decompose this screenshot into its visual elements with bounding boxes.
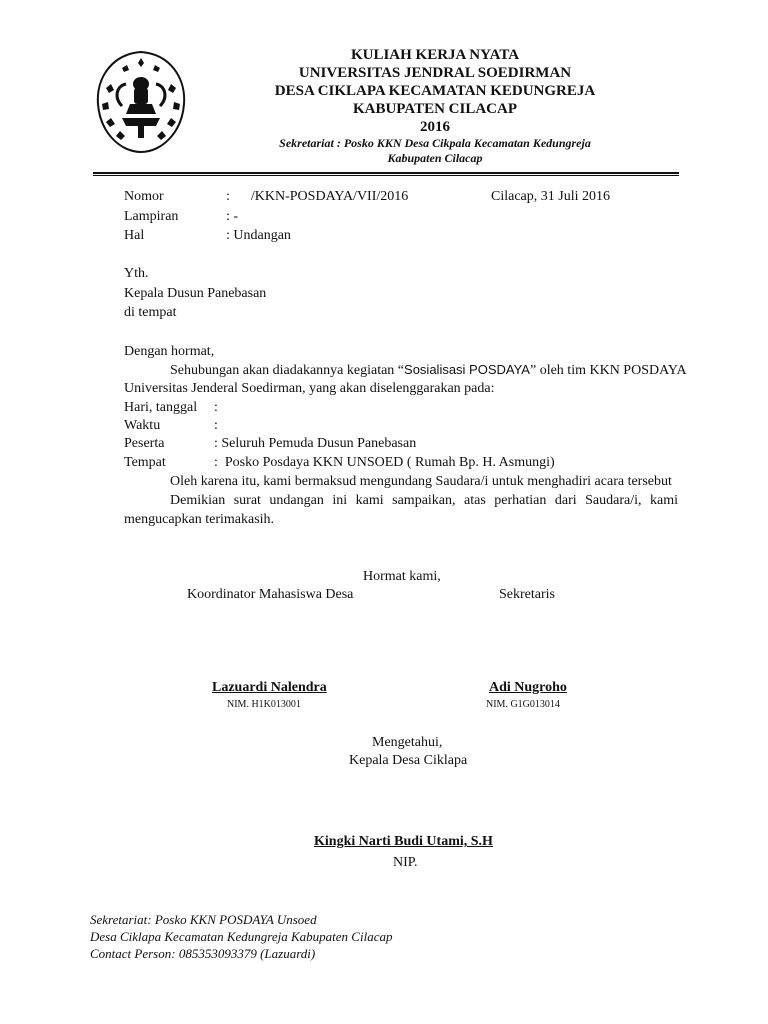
letter-date: Cilacap, 31 Juli 2016 — [491, 189, 610, 204]
hal-label: Hal — [124, 228, 145, 243]
recipient-salutation: Yth. — [124, 266, 149, 281]
letterhead-village: DESA CIKLAPA KECAMATAN KEDUNGREJA — [274, 83, 596, 99]
nomor-label: Nomor — [124, 189, 164, 204]
recipient-location: di tempat — [124, 305, 177, 320]
letterhead-secretariat-regency: Kabupaten Cilacap — [387, 151, 483, 165]
event-name: Sosialisasi POSDAYA — [404, 362, 530, 377]
village-head-name: Kingki Narti Budi Utami, S.H — [314, 834, 493, 849]
detail-label-participants: Peserta — [124, 436, 165, 451]
letterhead-secretariat: Sekretariat : Posko KKN Desa Cikpala Kecamatan Kedungreja — [279, 136, 591, 150]
letterhead-program: KULIAH KERJA NYATA — [350, 47, 520, 63]
secretary-name: Adi Nugroho — [489, 680, 567, 695]
regards: Hormat kami, — [363, 569, 441, 584]
detail-label-venue: Tempat — [124, 455, 166, 470]
intro-paragraph-line2: Universitas Jenderal Soedirman, yang akan diselenggarakan pada: — [124, 381, 495, 396]
intro-text-b: ” oleh tim KKN POSDAYA — [529, 363, 687, 378]
detail-label-date: Hari, tanggal — [124, 400, 198, 415]
coordinator-nim: NIM. H1K013001 — [227, 699, 301, 710]
nomor-value: : /KKN-POSDAYA/VII/2016 — [226, 189, 409, 204]
village-head-nip: NIP. — [393, 855, 418, 870]
letterhead-regency: KABUPATEN CILACAP — [352, 101, 518, 117]
university-logo — [92, 48, 190, 156]
letterhead-year: 2016 — [420, 119, 450, 135]
detail-value-date: : — [214, 400, 218, 415]
lampiran-label: Lampiran — [124, 209, 179, 224]
coordinator-name: Lazuardi Nalendra — [212, 680, 327, 695]
detail-value-participants: : Seluruh Pemuda Dusun Panebasan — [214, 436, 417, 451]
coordinator-role: Koordinator Mahasiswa Desa — [187, 587, 354, 602]
secretary-nim: NIM. G1G013014 — [486, 699, 560, 710]
detail-value-time: : — [214, 418, 218, 433]
acknowledged-label: Mengetahui, — [372, 735, 443, 750]
footer-secretariat: Sekretariat: Posko KKN POSDAYA Unsoed — [90, 912, 317, 927]
hal-value: : Undangan — [226, 228, 291, 243]
lampiran-value: : - — [226, 209, 239, 224]
detail-value-venue: : Posko Posdaya KKN UNSOED ( Rumah Bp. H. Asmungi) — [214, 455, 555, 470]
footer-contact: Contact Person: 085353093379 (Lazuardi) — [90, 946, 316, 961]
closing-thanks: Demikian surat undangan ini kami sampaikan, atas perhatian dari Saudara/i, kami mengucapkan terimakasih. — [124, 493, 678, 527]
header-divider-thin — [93, 175, 679, 176]
recipient-name: Kepala Dusun Panebasan — [124, 286, 267, 301]
secretary-role: Sekretaris — [499, 587, 555, 602]
letterhead-university: UNIVERSITAS JENDRAL SOEDIRMAN — [298, 65, 572, 81]
header-divider — [93, 172, 679, 174]
detail-label-time: Waktu — [124, 418, 161, 433]
intro-text-a: Sehubungan akan diadakannya kegiatan “ — [170, 363, 405, 378]
intro-paragraph — [170, 360, 687, 380]
village-head-role: Kepala Desa Ciklapa — [349, 753, 468, 768]
greeting: Dengan hormat, — [124, 344, 215, 359]
footer-address: Desa Ciklapa Kecamatan Kedungreja Kabupaten Cilacap — [90, 929, 393, 944]
closing-invitation: Oleh karena itu, kami bermaksud mengundang Saudara/i untuk menghadiri acara tersebut — [170, 474, 672, 489]
